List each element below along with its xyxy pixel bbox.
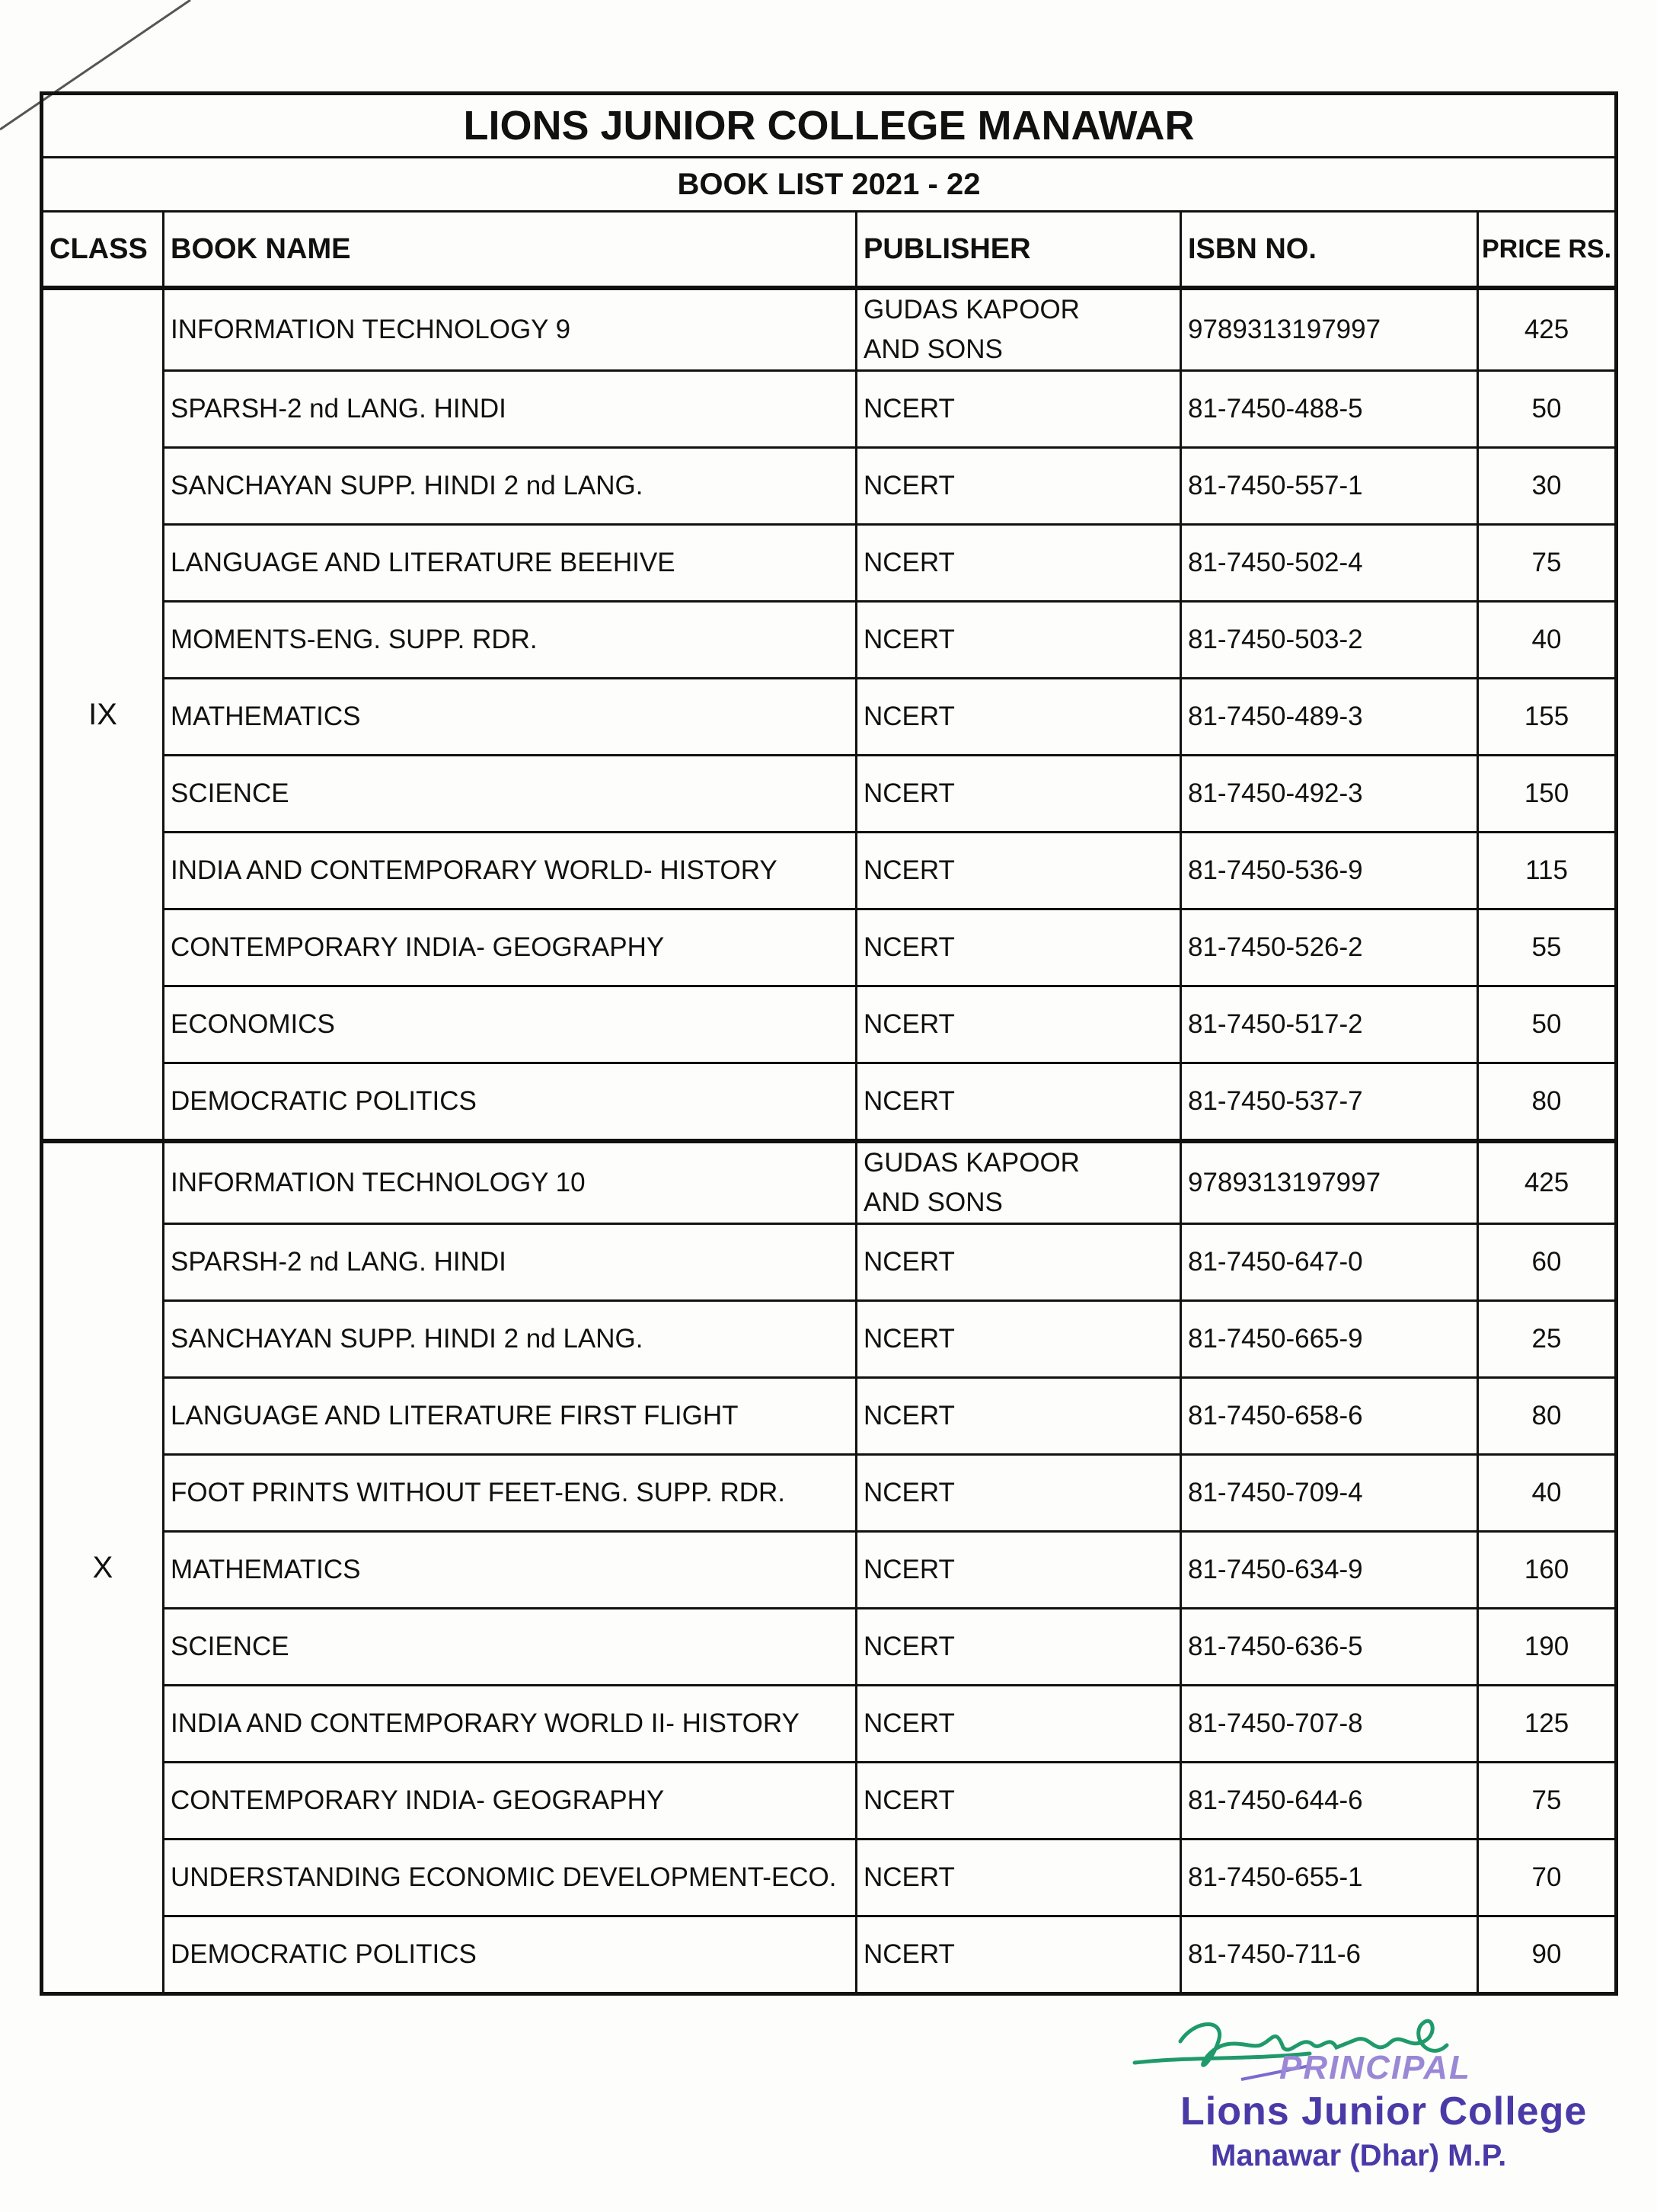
price-cell: 75 (1478, 1763, 1617, 1840)
header-publisher: PUBLISHER (857, 212, 1181, 289)
book-list-table (40, 91, 1618, 1996)
price-cell: 115 (1478, 833, 1617, 909)
price-cell: 125 (1478, 1686, 1617, 1763)
isbn-cell: 81-7450-658-6 (1181, 1378, 1478, 1455)
isbn-cell: 81-7450-492-3 (1181, 756, 1478, 833)
book-name-cell: SANCHAYAN SUPP. HINDI 2 nd LANG. (164, 1301, 857, 1378)
header-class: CLASS (42, 212, 164, 289)
publisher-cell: NCERT (857, 371, 1181, 448)
price-cell: 40 (1478, 1455, 1617, 1532)
isbn-cell: 81-7450-557-1 (1181, 448, 1478, 525)
publisher-cell: NCERT (857, 909, 1181, 986)
book-name-cell: INFORMATION TECHNOLOGY 10 (164, 1141, 857, 1224)
isbn-cell: 81-7450-502-4 (1181, 525, 1478, 602)
table-row (42, 371, 1617, 448)
book-name-cell: MATHEMATICS (164, 1532, 857, 1609)
book-name-cell: LANGUAGE AND LITERATURE FIRST FLIGHT (164, 1378, 857, 1455)
table-row (42, 1063, 1617, 1142)
book-name-cell: CONTEMPORARY INDIA- GEOGRAPHY (164, 909, 857, 986)
publisher-cell: NCERT (857, 833, 1181, 909)
book-name-cell: UNDERSTANDING ECONOMIC DEVELOPMENT-ECO. (164, 1840, 857, 1916)
price-cell: 90 (1478, 1916, 1617, 1994)
book-name-cell: LANGUAGE AND LITERATURE BEEHIVE (164, 525, 857, 602)
isbn-cell: 81-7450-665-9 (1181, 1301, 1478, 1378)
publisher-cell: NCERT (857, 1455, 1181, 1532)
publisher-cell: NCERT (857, 756, 1181, 833)
table-row (42, 833, 1617, 909)
publisher-cell: NCERT (857, 1301, 1181, 1378)
isbn-cell: 81-7450-489-3 (1181, 679, 1478, 756)
college-title: LIONS JUNIOR COLLEGE MANAWAR (42, 94, 1617, 158)
publisher-cell: NCERT (857, 1763, 1181, 1840)
book-name-cell: SCIENCE (164, 1609, 857, 1686)
table-row (42, 1141, 1617, 1224)
price-cell: 80 (1478, 1378, 1617, 1455)
isbn-cell: 81-7450-537-7 (1181, 1063, 1478, 1142)
isbn-cell: 81-7450-488-5 (1181, 371, 1478, 448)
publisher-cell: NCERT (857, 1063, 1181, 1142)
table-row (42, 1455, 1617, 1532)
header-price: PRICE RS. (1478, 212, 1617, 289)
table-row (42, 1224, 1617, 1301)
price-cell: 40 (1478, 602, 1617, 679)
table-row (42, 1378, 1617, 1455)
table-row (42, 1301, 1617, 1378)
isbn-cell: 81-7450-655-1 (1181, 1840, 1478, 1916)
price-cell: 50 (1478, 986, 1617, 1063)
table-row (42, 909, 1617, 986)
isbn-cell: 81-7450-644-6 (1181, 1763, 1478, 1840)
book-name-cell: SPARSH-2 nd LANG. HINDI (164, 1224, 857, 1301)
book-name-cell: CONTEMPORARY INDIA- GEOGRAPHY (164, 1763, 857, 1840)
price-cell: 50 (1478, 371, 1617, 448)
price-cell: 80 (1478, 1063, 1617, 1142)
book-name-cell: INDIA AND CONTEMPORARY WORLD II- HISTORY (164, 1686, 857, 1763)
table-row (42, 986, 1617, 1063)
price-cell: 190 (1478, 1609, 1617, 1686)
principal-signature-stamp (1127, 2003, 1599, 2201)
price-cell: 25 (1478, 1301, 1617, 1378)
book-list-year: BOOK LIST 2021 - 22 (42, 158, 1617, 212)
book-name-cell: FOOT PRINTS WITHOUT FEET-ENG. SUPP. RDR. (164, 1455, 857, 1532)
class-label: X (42, 1141, 164, 1994)
table-row (42, 679, 1617, 756)
isbn-cell: 81-7450-709-4 (1181, 1455, 1478, 1532)
stamp-place: Manawar (Dhar) M.P. (1211, 2139, 1507, 2172)
price-cell: 30 (1478, 448, 1617, 525)
table-row (42, 1916, 1617, 1994)
isbn-cell: 81-7450-517-2 (1181, 986, 1478, 1063)
publisher-cell: NCERT (857, 1686, 1181, 1763)
book-name-cell: INDIA AND CONTEMPORARY WORLD- HISTORY (164, 833, 857, 909)
book-name-cell: SCIENCE (164, 756, 857, 833)
book-name-cell: INFORMATION TECHNOLOGY 9 (164, 288, 857, 371)
publisher-cell: NCERT (857, 1378, 1181, 1455)
isbn-cell: 81-7450-711-6 (1181, 1916, 1478, 1994)
price-cell: 425 (1478, 1141, 1617, 1224)
price-cell: 60 (1478, 1224, 1617, 1301)
book-list-sheet (40, 91, 1614, 1996)
table-row (42, 1840, 1617, 1916)
book-name-cell: SPARSH-2 nd LANG. HINDI (164, 371, 857, 448)
publisher-cell: NCERT (857, 986, 1181, 1063)
price-cell: 55 (1478, 909, 1617, 986)
isbn-cell: 9789313197997 (1181, 288, 1478, 371)
header-isbn: ISBN NO. (1181, 212, 1478, 289)
isbn-cell: 81-7450-636-5 (1181, 1609, 1478, 1686)
price-cell: 155 (1478, 679, 1617, 756)
publisher-cell: NCERT (857, 1840, 1181, 1916)
publisher-cell: NCERT (857, 602, 1181, 679)
isbn-cell: 81-7450-707-8 (1181, 1686, 1478, 1763)
publisher-cell: NCERT (857, 1609, 1181, 1686)
publisher-cell: GUDAS KAPOOR AND SONS (857, 288, 1181, 371)
publisher-cell: NCERT (857, 679, 1181, 756)
table-row (42, 525, 1617, 602)
class-section (42, 288, 1617, 1141)
publisher-cell: NCERT (857, 448, 1181, 525)
publisher-cell: NCERT (857, 1916, 1181, 1994)
publisher-cell: NCERT (857, 1224, 1181, 1301)
table-row (42, 602, 1617, 679)
publisher-cell: NCERT (857, 525, 1181, 602)
price-cell: 75 (1478, 525, 1617, 602)
price-cell: 425 (1478, 288, 1617, 371)
header-book-name: BOOK NAME (164, 212, 857, 289)
class-section (42, 1141, 1617, 1994)
isbn-cell: 9789313197997 (1181, 1141, 1478, 1224)
table-row (42, 1763, 1617, 1840)
book-name-cell: SANCHAYAN SUPP. HINDI 2 nd LANG. (164, 448, 857, 525)
table-row (42, 1686, 1617, 1763)
table-row (42, 756, 1617, 833)
publisher-cell: GUDAS KAPOOR AND SONS (857, 1141, 1181, 1224)
price-cell: 150 (1478, 756, 1617, 833)
table-row (42, 448, 1617, 525)
table-row (42, 1532, 1617, 1609)
isbn-cell: 81-7450-536-9 (1181, 833, 1478, 909)
class-label: IX (42, 288, 164, 1141)
book-name-cell: MATHEMATICS (164, 679, 857, 756)
table-row (42, 288, 1617, 371)
stamp-college-name: Lions Junior College (1180, 2089, 1588, 2134)
isbn-cell: 81-7450-647-0 (1181, 1224, 1478, 1301)
book-name-cell: MOMENTS-ENG. SUPP. RDR. (164, 602, 857, 679)
table-row (42, 1609, 1617, 1686)
stamp-designation: PRINCIPAL (1279, 2049, 1471, 2086)
book-name-cell: DEMOCRATIC POLITICS (164, 1916, 857, 1994)
book-name-cell: DEMOCRATIC POLITICS (164, 1063, 857, 1142)
book-name-cell: ECONOMICS (164, 986, 857, 1063)
price-cell: 160 (1478, 1532, 1617, 1609)
publisher-cell: NCERT (857, 1532, 1181, 1609)
price-cell: 70 (1478, 1840, 1617, 1916)
isbn-cell: 81-7450-503-2 (1181, 602, 1478, 679)
isbn-cell: 81-7450-634-9 (1181, 1532, 1478, 1609)
isbn-cell: 81-7450-526-2 (1181, 909, 1478, 986)
